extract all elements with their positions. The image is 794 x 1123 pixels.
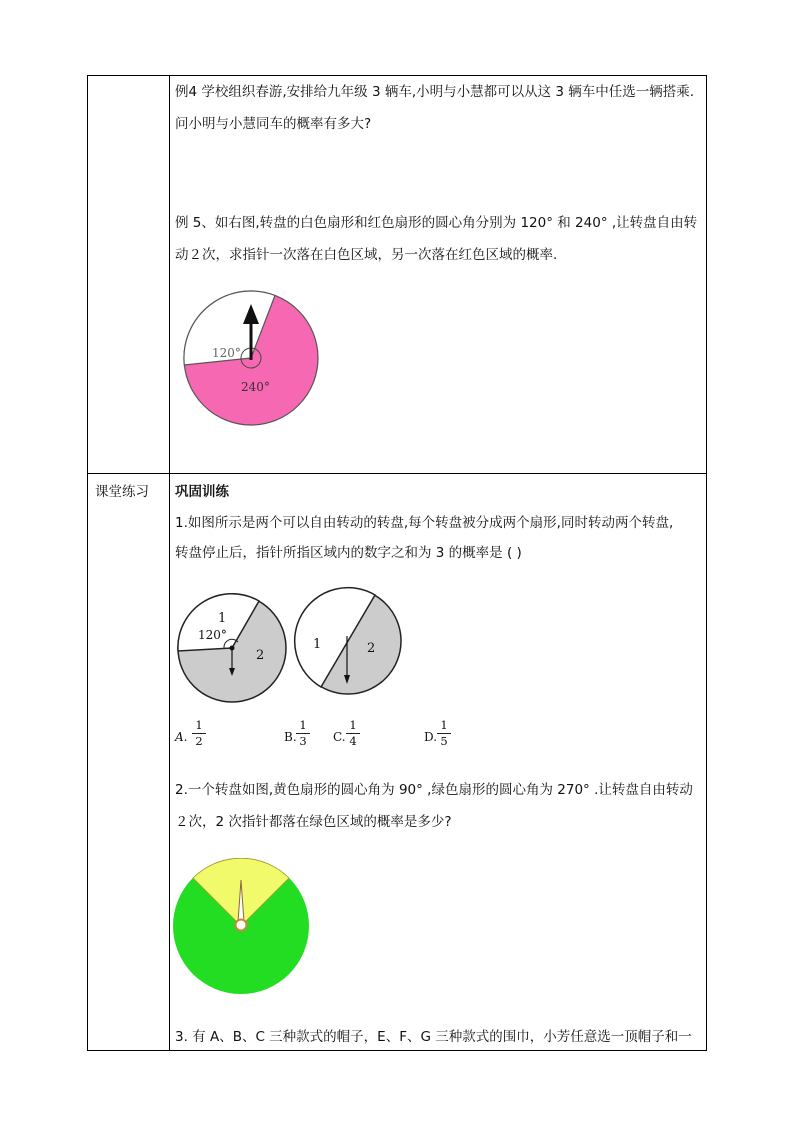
option-d-fraction: [437, 719, 451, 748]
option-d-numerator: 1: [440, 718, 448, 732]
q2-line1: 2.一个转盘如图,黄色扇形的圆心角为 90° ,绿色扇形的圆心角为 270° .让转盘自由转动: [175, 782, 693, 798]
section-label: 课堂练习: [95, 484, 149, 500]
option-b-numerator: 1: [299, 718, 307, 732]
option-d-letter: D.: [424, 730, 438, 744]
option-c-denominator: 4: [349, 734, 357, 748]
option-b-fraction: [296, 719, 310, 748]
table-bottom-border: [87, 1050, 707, 1051]
spinner-b-label-2: 2: [367, 641, 376, 656]
option-a-numerator: 1: [195, 718, 203, 732]
column-divider: [169, 75, 170, 1051]
table-right-border: [706, 75, 707, 1051]
option-c-fraction: [346, 719, 360, 748]
example4-line1: 例4 学校组织春游,安排给九年级 3 辆车,小明与小慧都可以从这 3 辆车中任选一辆搭乘.: [175, 84, 695, 100]
example4-line2: 问小明与小慧同车的概率有多大?: [175, 116, 372, 132]
option-c-numerator: 1: [349, 718, 357, 732]
q2-line2: ２次，2 次指针都落在绿色区域的概率是多少?: [175, 814, 452, 830]
option-a-denominator: 2: [195, 734, 203, 748]
q2-pointer-hub: [236, 920, 247, 931]
table-top-border: [87, 75, 707, 76]
q3-line1: 3. 有 A、B、C 三种款式的帽子，E、F、G 三种款式的围巾，小芳任意选一顶帽子和一: [175, 1029, 692, 1045]
spinner-example5: [180, 290, 325, 430]
option-d-denominator: 5: [440, 734, 448, 748]
practice-heading: 巩固训练: [175, 484, 229, 500]
option-c-letter: C.: [333, 730, 346, 744]
spinner-a: [176, 593, 291, 705]
label-120: 120°: [212, 346, 241, 360]
row-divider: [87, 473, 707, 474]
spinner-a-label-1: 1: [218, 611, 227, 626]
spinner-a-label-2: 2: [256, 648, 265, 663]
q1-line2: 转盘停止后，指针所指区域内的数字之和为 3 的概率是 ( ): [175, 545, 522, 561]
spinner-b-label-1: 1: [313, 637, 322, 652]
q1-line1: 1.如图所示是两个可以自由转动的转盘,每个转盘被分成两个扇形,同时转动两个转盘,: [175, 515, 674, 531]
option-b-letter: B.: [284, 730, 297, 744]
example5-line1: 例 5、如右图,转盘的白色扇形和红色扇形的圆心角分别为 120° 和 240° ,让转盘自由转: [175, 215, 698, 231]
spinner-q2: [172, 858, 312, 998]
option-b-denominator: 3: [299, 734, 307, 748]
table-left-border: [87, 75, 88, 1051]
spinner-a-angle-label: 120°: [198, 628, 227, 642]
option-a-fraction: [192, 719, 206, 748]
label-240: 240°: [241, 380, 270, 394]
example5-line2: 动２次，求指针一次落在白色区域，另一次落在红色区域的概率.: [175, 247, 558, 263]
spinner-b: [293, 586, 405, 698]
option-a-letter: A.: [175, 730, 188, 744]
